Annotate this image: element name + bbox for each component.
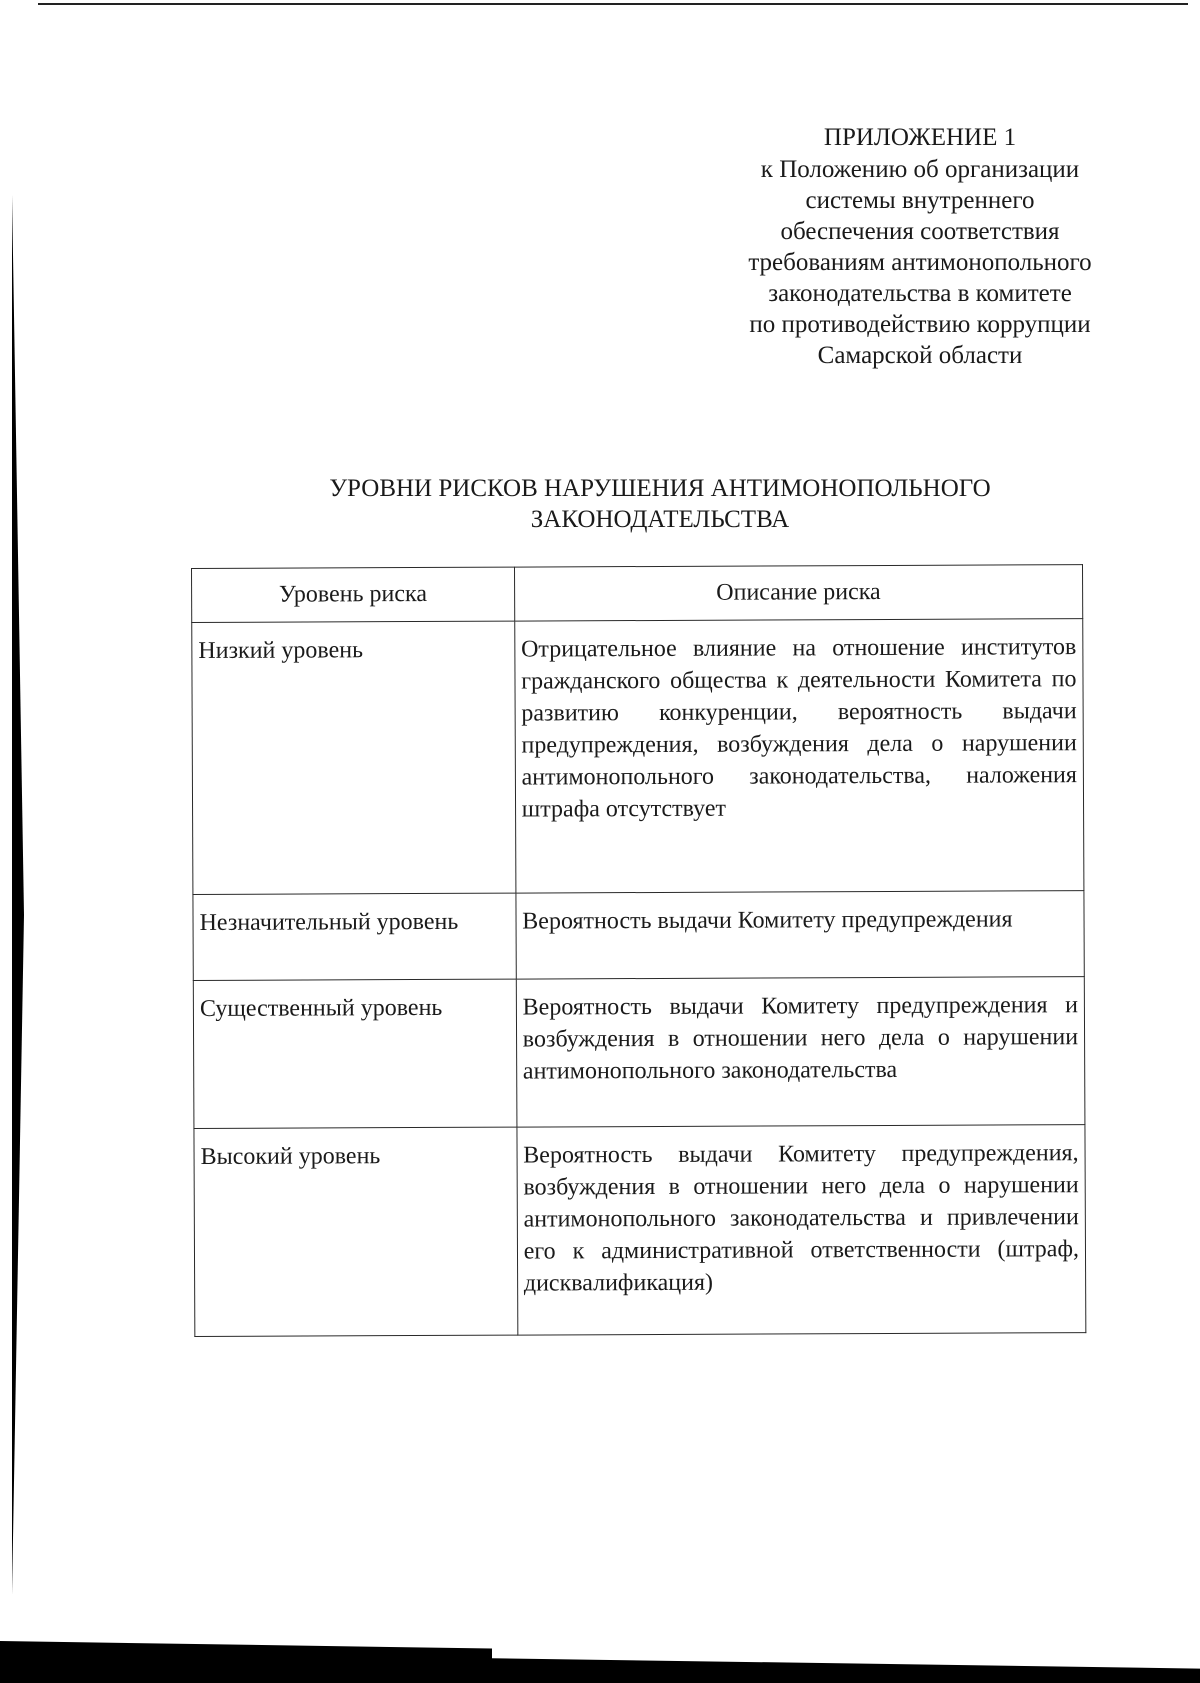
- risk-level-cell: Низкий уровень: [192, 621, 516, 894]
- risk-level-cell: Существенный уровень: [193, 979, 516, 1128]
- appendix-line: по противодействию коррупции: [749, 311, 1091, 338]
- appendix-line: требованиям антимонопольного: [748, 249, 1092, 276]
- document-title-line-1: УРОВНИ РИСКОВ НАРУШЕНИЯ АНТИМОНОПОЛЬНОГО: [329, 475, 991, 502]
- risk-level-cell: Высокий уровень: [194, 1127, 518, 1336]
- appendix-line: Самарской области: [817, 342, 1023, 369]
- appendix-line: законодательства в комитете: [768, 280, 1072, 307]
- scan-edge-left: [12, 195, 24, 1595]
- risk-description-cell: Отрицательное влияние на отношение институтов гражданского общества к деятельности Комитета по развитию конкуренции, вероятность выдачи предупреждения, возбуждения дела о нарушении антимонопольного законодательства, наложения штрафа отсутствует: [514, 619, 1083, 893]
- appendix-block: [700, 122, 1140, 371]
- table-row: [193, 977, 1085, 1129]
- risk-level-cell: Незначительный уровень: [193, 893, 516, 980]
- appendix-line: к Положению об организации: [760, 156, 1080, 183]
- risk-description-cell: Вероятность выдачи Комитету предупреждения, возбуждения в отношении него дела о нарушении антимонопольного законодательства и привлечении его к административной ответственности (штраф, дисквалификация): [517, 1125, 1086, 1335]
- appendix-line: системы внутреннего: [805, 187, 1035, 214]
- scan-edge-bottom-2: [0, 1651, 1200, 1683]
- column-header-level: Уровень риска: [192, 567, 515, 622]
- risk-levels-table: [191, 564, 1086, 1337]
- table-row: [194, 1125, 1086, 1337]
- column-header-description: Описание риска: [514, 565, 1083, 621]
- document-title-line-2: ЗАКОНОДАТЕЛЬСТВА: [530, 506, 790, 533]
- risk-description-cell: Вероятность выдачи Комитету предупреждения: [516, 891, 1085, 979]
- appendix-label: ПРИЛОЖЕНИЕ 1: [823, 124, 1017, 151]
- risk-description-cell: Вероятность выдачи Комитету предупреждения и возбуждения в отношении него дела о нарушении антимонопольного законодательства: [516, 977, 1085, 1127]
- scan-edge-top: [38, 3, 1188, 5]
- table-row: [192, 619, 1084, 895]
- table-row: [193, 891, 1084, 981]
- table-header-row: [192, 565, 1083, 623]
- appendix-line: обеспечения соответствия: [780, 218, 1060, 245]
- document-title: [230, 473, 1090, 535]
